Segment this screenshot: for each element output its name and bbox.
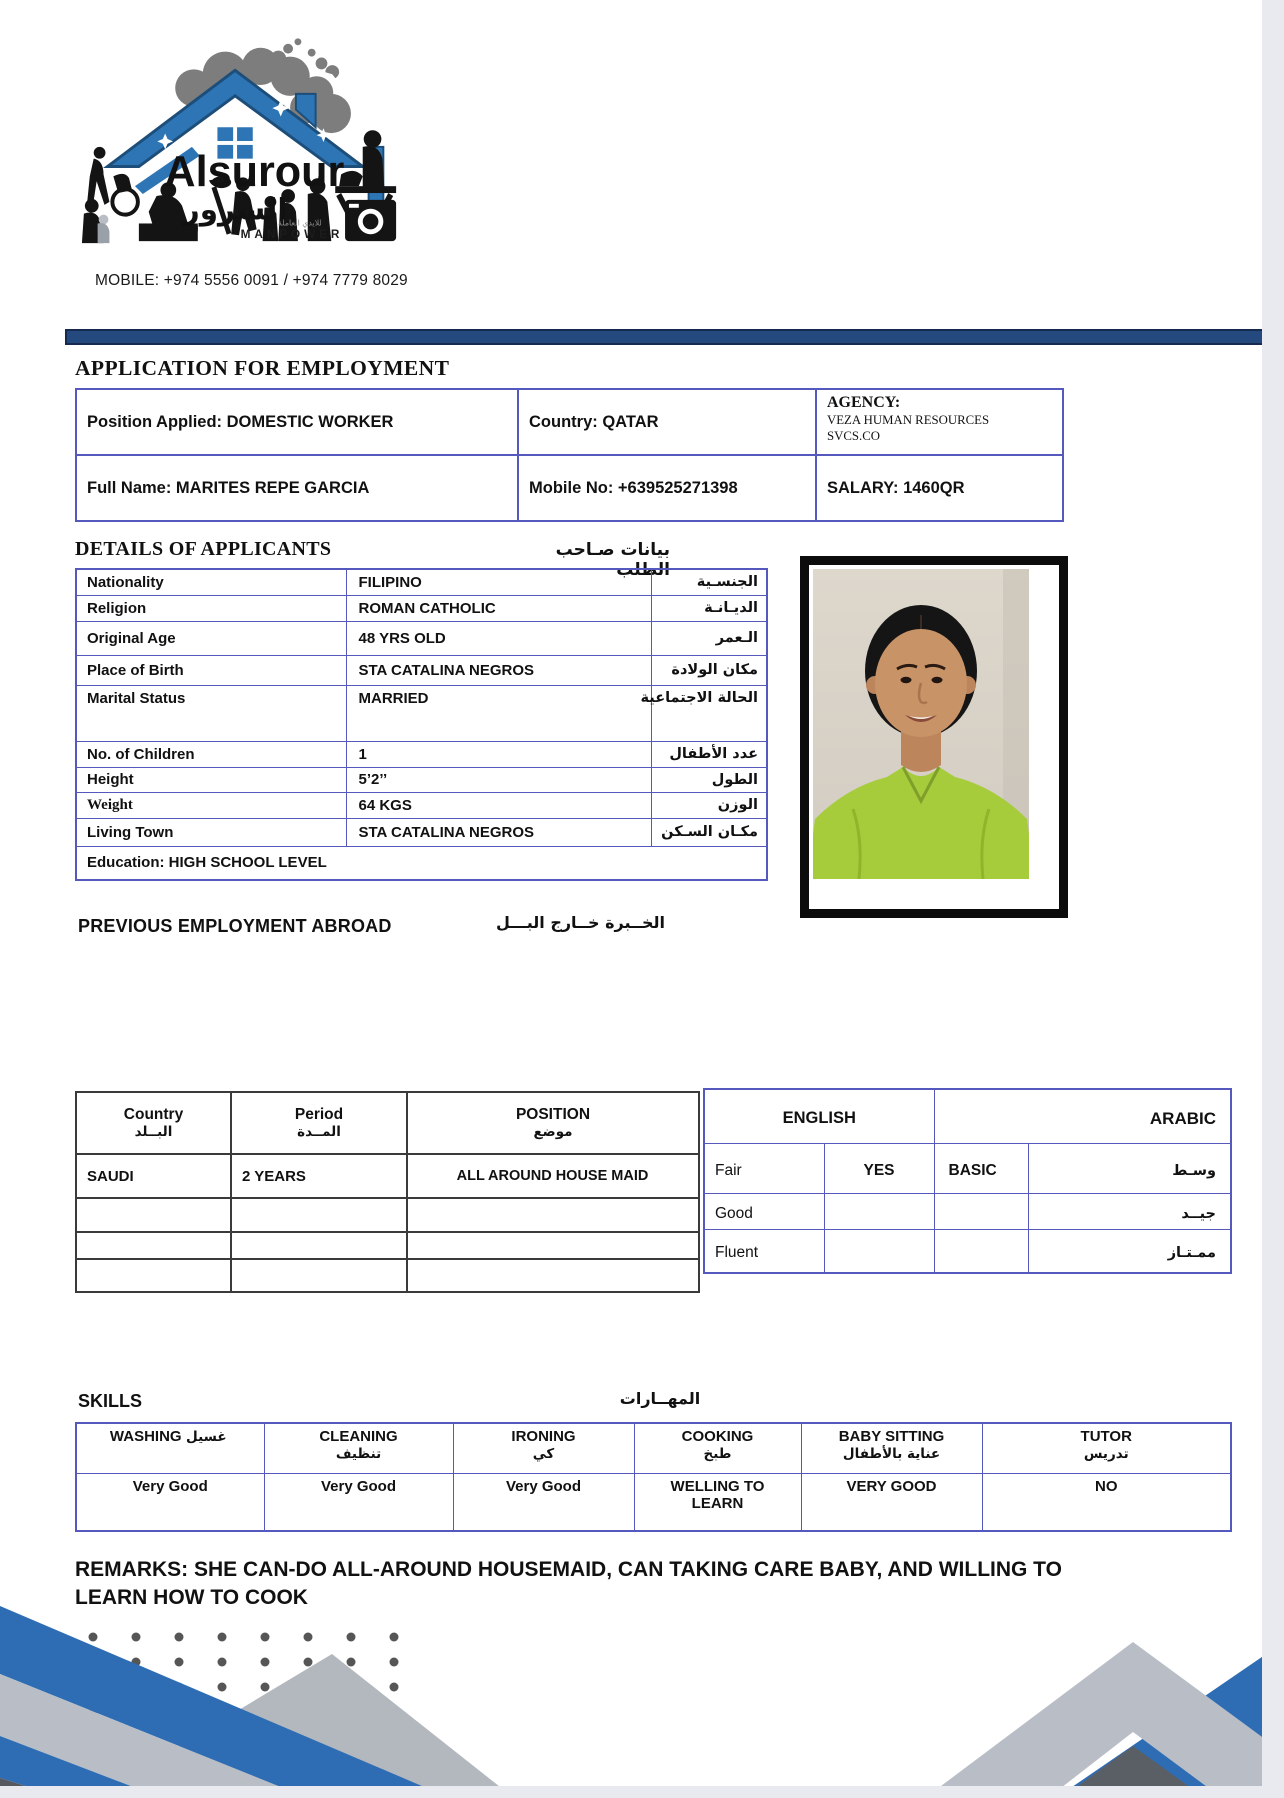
skills-table <box>75 1422 1232 1532</box>
detail-value: MARRIED <box>346 685 651 741</box>
level-fair-arabic: وسـط <box>1028 1143 1231 1193</box>
detail-label-arabic: الـعمر <box>651 621 767 655</box>
skill-label: TUTOR <box>1080 1428 1132 1445</box>
skill-label-arabic: تدريس <box>1083 1446 1129 1462</box>
arabic-good-value <box>934 1193 1028 1229</box>
detail-label: Weight <box>76 792 346 818</box>
ironing-header <box>453 1423 634 1473</box>
empty-cell <box>76 1259 231 1292</box>
logo-latin-text: Alsurour <box>164 148 345 197</box>
skill-label-arabic: تنظيف <box>335 1446 382 1462</box>
level-fluent: Fluent <box>704 1229 824 1273</box>
detail-label-arabic: مكان الولادة <box>651 655 767 685</box>
full-name-cell: Full Name: MARITES REPE GARCIA <box>76 455 518 521</box>
english-good-value <box>824 1193 934 1229</box>
header-label-arabic: البــلد <box>134 1124 173 1140</box>
washing-value: Very Good <box>76 1473 264 1531</box>
table-row <box>76 1232 699 1259</box>
applicant-photo <box>800 556 1068 918</box>
header-label: Country <box>123 1106 184 1123</box>
skills-title-arabic: المهــارات <box>619 1389 701 1408</box>
empty-cell <box>231 1198 407 1232</box>
skill-label: BABY SITTING <box>838 1428 945 1445</box>
table-row <box>76 621 767 655</box>
agency-name-line2: SVCS.CO <box>827 429 880 443</box>
english-fluent-value <box>824 1229 934 1273</box>
agency-label: AGENCY: <box>827 394 901 411</box>
english-header: ENGLISH <box>704 1089 934 1143</box>
header-label-arabic: موضع <box>533 1124 573 1140</box>
table-row <box>76 685 767 741</box>
baby-sitting-header <box>801 1423 982 1473</box>
detail-label: Height <box>76 767 346 792</box>
detail-value: 1 <box>346 741 651 767</box>
details-title: DETAILS OF APPLICANTS <box>75 538 332 560</box>
detail-label: Nationality <box>76 569 346 595</box>
table-row <box>76 741 767 767</box>
detail-value: 5’2’’ <box>346 767 651 792</box>
logo-arabic-text: السرور <box>182 192 288 227</box>
detail-value: ROMAN CATHOLIC <box>346 595 651 621</box>
page-edge-bottom <box>0 1786 1284 1798</box>
empty-cell <box>407 1232 699 1259</box>
application-table <box>75 388 1064 522</box>
page-edge-right <box>1262 0 1284 1798</box>
detail-label: Original Age <box>76 621 346 655</box>
mobile-contact-line: MOBILE: +974 5556 0091 / +974 7779 8029 <box>95 272 408 289</box>
cooking-header <box>634 1423 801 1473</box>
empty-cell <box>76 1198 231 1232</box>
detail-label-arabic: الديـانـة <box>651 595 767 621</box>
header-label-arabic: المــدة <box>297 1124 341 1140</box>
tutor-value: NO <box>982 1473 1231 1531</box>
detail-label-arabic: الجنسـية <box>651 569 767 595</box>
empty-cell <box>76 1232 231 1259</box>
table-row <box>76 1154 699 1198</box>
employment-period: 2 YEARS <box>231 1154 407 1198</box>
agency-logo <box>78 36 402 246</box>
table-row <box>76 846 767 880</box>
detail-label-arabic: مكـان السـكن <box>651 818 767 846</box>
skill-label-arabic: غسيل <box>186 1429 227 1445</box>
table-row <box>704 1193 1231 1229</box>
language-table <box>703 1088 1232 1274</box>
mobile-no-cell: Mobile No: +639525271398 <box>518 455 816 521</box>
level-fair: Fair <box>704 1143 824 1193</box>
detail-label: Place of Birth <box>76 655 346 685</box>
skills-title: SKILLS <box>78 1391 143 1411</box>
detail-value: 64 KGS <box>346 792 651 818</box>
skill-label-arabic: كي <box>532 1446 555 1462</box>
table-row <box>76 595 767 621</box>
skill-label: IRONING <box>511 1428 576 1445</box>
table-row <box>76 655 767 685</box>
header-label: Period <box>294 1106 344 1123</box>
skill-label-arabic: طبخ <box>703 1446 732 1462</box>
washing-header <box>76 1423 264 1473</box>
detail-label-arabic: الطول <box>651 767 767 792</box>
employment-position: ALL AROUND HOUSE MAID <box>407 1154 699 1198</box>
detail-label-arabic: الوزن <box>651 792 767 818</box>
country-cell: Country: QATAR <box>518 389 816 455</box>
level-fluent-arabic: ممـتـاز <box>1028 1229 1231 1273</box>
detail-label-arabic: الحالة الاجتماعية <box>651 685 767 741</box>
applicant-portrait-graphic <box>813 569 1029 879</box>
details-table <box>75 568 768 881</box>
arabic-header: ARABIC <box>934 1089 1231 1143</box>
detail-label-arabic: عدد الأطفال <box>651 741 767 767</box>
empty-cell <box>231 1232 407 1259</box>
country-header <box>76 1092 231 1154</box>
skill-label: COOKING <box>681 1428 754 1445</box>
header-label: POSITION <box>515 1106 591 1123</box>
empty-cell <box>407 1259 699 1292</box>
ironing-value: Very Good <box>453 1473 634 1531</box>
education-cell: Education: HIGH SCHOOL LEVEL <box>76 846 767 880</box>
empty-cell <box>231 1259 407 1292</box>
detail-value: FILIPINO <box>346 569 651 595</box>
previous-employment-table <box>75 1091 700 1293</box>
agency-name-line1: VEZA HUMAN RESOURCES <box>827 413 990 427</box>
tutor-header <box>982 1423 1231 1473</box>
level-good-arabic: جيــد <box>1028 1193 1231 1229</box>
position-applied-cell: Position Applied: DOMESTIC WORKER <box>76 389 518 455</box>
table-row <box>76 1198 699 1232</box>
details-title-arabic: بيانات صـاحب الطلب <box>555 540 670 580</box>
cleaning-header <box>264 1423 453 1473</box>
table-header-row <box>76 1423 1231 1473</box>
remarks-text: REMARKS: SHE CAN-DO ALL-AROUND HOUSEMAID, CAN TAKING CARE BABY, AND WILLING TO LEARN HOW TO COOK <box>75 1558 1062 1609</box>
table-row <box>704 1143 1231 1193</box>
table-row <box>76 792 767 818</box>
logo-manpower-text: MANPOWER <box>240 228 344 242</box>
arabic-fluent-value <box>934 1229 1028 1273</box>
agency-cell <box>816 389 1063 455</box>
arabic-fair-value: BASIC <box>934 1143 1028 1193</box>
detail-value: STA CATALINA NEGROS <box>346 818 651 846</box>
previous-employment-title: PREVIOUS EMPLOYMENT ABROAD <box>78 916 392 936</box>
detail-value: STA CATALINA NEGROS <box>346 655 651 685</box>
empty-cell <box>407 1198 699 1232</box>
cleaning-value: Very Good <box>264 1473 453 1531</box>
period-header <box>231 1092 407 1154</box>
skill-label: WASHING <box>109 1428 182 1445</box>
salary-cell: SALARY: 1460QR <box>816 455 1063 521</box>
table-row <box>76 818 767 846</box>
employment-country: SAUDI <box>76 1154 231 1198</box>
footer-decoration-graphic <box>0 1580 1284 1798</box>
detail-label: Marital Status <box>76 685 346 741</box>
english-fair-value: YES <box>824 1143 934 1193</box>
table-row <box>76 1473 1231 1531</box>
table-row <box>76 767 767 792</box>
detail-label: No. of Children <box>76 741 346 767</box>
skill-label-arabic: عناية بالأطفال <box>842 1446 941 1462</box>
baby-sitting-value: VERY GOOD <box>801 1473 982 1531</box>
skill-label: CLEANING <box>319 1428 398 1445</box>
detail-label: Living Town <box>76 818 346 846</box>
cooking-value: WELLING TO LEARN <box>634 1473 801 1531</box>
table-row <box>76 1259 699 1292</box>
table-row <box>704 1229 1231 1273</box>
table-row <box>76 569 767 595</box>
table-header-row <box>76 1092 699 1154</box>
table-header-row <box>704 1089 1231 1143</box>
logo-tagline-text: للايدي العاملة <box>278 218 322 228</box>
position-header <box>407 1092 699 1154</box>
previous-employment-title-arabic: الخــبرة خــارج البـــل <box>496 913 665 932</box>
level-good: Good <box>704 1193 824 1229</box>
detail-label: Religion <box>76 595 346 621</box>
divider-bar <box>65 329 1264 345</box>
detail-value: 48 YRS OLD <box>346 621 651 655</box>
application-title: APPLICATION FOR EMPLOYMENT <box>75 356 450 380</box>
logo-graphic <box>78 36 402 246</box>
